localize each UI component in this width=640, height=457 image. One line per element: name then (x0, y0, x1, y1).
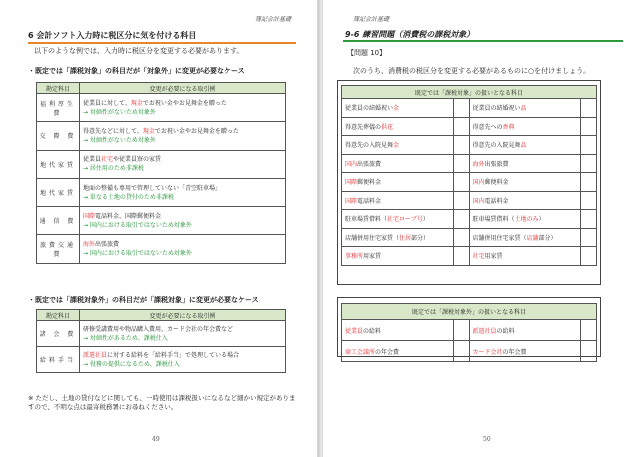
item-text: 郵便料金 (484, 179, 509, 187)
account-name: 給料手当 (37, 347, 80, 373)
highlight-text: 社宅 (472, 253, 485, 261)
example-text: 得意先などに対して、 (83, 127, 143, 135)
highlight-text: 事務所 (345, 253, 364, 261)
example-text: 地面の整備も専用で管理していない「青空駐車場」 (83, 184, 222, 192)
answer-cell[interactable] (453, 191, 469, 210)
answer-cell[interactable] (581, 173, 597, 192)
highlight-text: カード会社 (472, 348, 503, 356)
highlight-text: 現金 (142, 127, 155, 135)
table-row (37, 122, 286, 150)
intro-text: 以下のような例では、入力時に税区分を変更する必要があります。 (34, 47, 244, 55)
exercise-item (342, 173, 454, 192)
highlight-text: 金 (393, 142, 400, 150)
answer-cell[interactable] (581, 154, 597, 173)
answer-cell[interactable] (453, 154, 469, 173)
table-row (342, 173, 597, 192)
table-header: 既定では「課税対象外」の扱いとなる科目 (342, 304, 597, 320)
exercise-item (469, 154, 581, 173)
item-text: の年会費 (502, 348, 527, 356)
example-text: に対する給料を「給料手当」で処理している場合 (107, 351, 240, 359)
highlight-text: 海外 (472, 160, 485, 168)
item-text: 従業員の結婚祝い (472, 105, 521, 113)
answer-cell[interactable] (453, 117, 469, 136)
table-row (37, 178, 286, 206)
table-row (37, 347, 286, 373)
highlight-text: 従業員 (345, 327, 364, 335)
table-row (37, 235, 286, 263)
item-text: 得意先への (472, 123, 503, 131)
highlight-text: 供花 (381, 123, 394, 131)
exercise-item (342, 228, 454, 247)
item-text: 部分） (538, 234, 557, 242)
exercise-item (342, 341, 454, 362)
item-text: の年会費 (375, 348, 400, 356)
highlight-text: 海外 (83, 241, 96, 249)
treatment-note: → 国内における取引ではないため対象外 (83, 221, 192, 229)
exercise-item (469, 191, 581, 210)
table-row (342, 247, 597, 266)
example-text: でお祝い金やお見舞金を贈った (142, 99, 227, 107)
exercise-item (469, 228, 581, 247)
table-row (342, 154, 597, 173)
exercise-item (469, 320, 581, 341)
exercise-item (469, 99, 581, 118)
item-text: 電話料金 (357, 197, 382, 205)
item-text: の給料 (496, 327, 515, 335)
subheading-taxable-to-exempt: ・既定では「課税対象」の科目だが「対象外」に変更が必要なケース (28, 67, 245, 75)
table-row (342, 136, 597, 155)
highlight-text: 店舗 (526, 234, 539, 242)
exercise-item (342, 191, 454, 210)
column-header: 勘定科目 (37, 310, 80, 321)
account-name: 地代家賃 (37, 178, 80, 206)
subheading-exempt-to-taxable: ・既定では「課税対象外」の科目だが「課税対象」に変更が必要なケース (28, 296, 259, 304)
answer-cell[interactable] (453, 247, 469, 266)
item-text: 用家賃 (363, 253, 382, 261)
transaction-example (80, 122, 286, 150)
table-row (342, 320, 597, 341)
highlight-text: 住居 (399, 234, 412, 242)
answer-cell[interactable] (453, 228, 469, 247)
answer-cell[interactable] (581, 210, 597, 229)
table-row (342, 117, 597, 136)
transaction-example (80, 178, 286, 206)
item-text: ） (422, 216, 429, 224)
highlight-text: 品 (520, 105, 527, 113)
item-text: 出張旅費 (484, 160, 509, 168)
exercise-item (469, 341, 581, 362)
item-text: 用家賃 (484, 253, 503, 261)
exercise-table-taxable (341, 85, 597, 266)
item-text: 出張旅費 (357, 160, 382, 168)
item-text: 郵便料金 (357, 179, 382, 187)
highlight-text: 国内 (472, 179, 485, 187)
item-text: 部分） (411, 234, 430, 242)
highlight-text: 国際 (345, 197, 358, 205)
transaction-example (80, 235, 286, 263)
table-row (342, 191, 597, 210)
instruction-text: 次のうち、消費税の税区分を変更する必要があるものに○を付けましょう。 (353, 67, 591, 75)
example-text: 従業員 (83, 156, 102, 164)
treatment-note: → 単なる土地の貸付のため非課税 (83, 193, 174, 201)
table-row (342, 228, 597, 247)
treatment-note: → 対価性がないため対象外 (83, 136, 156, 144)
treatment-note: → 対価性があるため、課税仕入 (83, 334, 168, 342)
exercise-title: 9-6 練習問題（消費税の課税対象） (343, 29, 623, 42)
transaction-example (80, 150, 286, 178)
answer-cell[interactable] (453, 173, 469, 192)
page-number: 49 (152, 436, 160, 443)
exercise-table-exempt (341, 303, 597, 362)
highlight-text: 派遣社員 (472, 327, 497, 335)
item-text: 店舗併用住宅家賃（ (472, 234, 527, 242)
highlight-text: 派遣社員 (83, 351, 108, 359)
example-text: でお祝い金やお見舞金を贈った (154, 127, 239, 135)
table-row (37, 321, 286, 347)
answer-cell[interactable] (581, 320, 597, 341)
highlight-text: 商工会議所 (345, 348, 376, 356)
answer-cell[interactable] (453, 320, 469, 341)
exercise-item (342, 210, 454, 229)
item-text: 従業員の結婚祝い (345, 105, 394, 113)
item-text: 得意先の入院見舞 (472, 142, 521, 150)
account-name: 通 信 費 (37, 207, 80, 235)
table-row (37, 94, 286, 122)
example-text: 研修受講費用や物品購入費用、カード会社の年会費など (83, 325, 234, 333)
answer-cell[interactable] (581, 228, 597, 247)
answer-cell[interactable] (581, 99, 597, 118)
item-text: の給料 (363, 327, 382, 335)
highlight-text: 土地のみ (514, 216, 539, 224)
section-title: 6 会計ソフト入力時に税区分に気を付ける科目 (28, 30, 296, 44)
table-row (37, 150, 286, 178)
exercise-item (342, 320, 454, 341)
item-text: ） (538, 216, 545, 224)
account-name: 諸 会 費 (37, 321, 80, 347)
highlight-text: 金 (393, 105, 400, 113)
treatment-note: → 対価性がないため対象外 (83, 108, 156, 116)
exercise-item (469, 173, 581, 192)
item-text: 得意先葬儀の (345, 123, 382, 131)
highlight-text: 社宅 (101, 156, 114, 164)
account-table-exempt (36, 309, 286, 373)
highlight-text: 国内 (345, 160, 358, 168)
answer-cell[interactable] (453, 136, 469, 155)
transaction-example (80, 347, 286, 373)
answer-cell[interactable] (581, 136, 597, 155)
exercise-item (342, 136, 454, 155)
item-text: 得意先の入院見舞 (345, 142, 394, 150)
example-text: 電話料金、国際郵便料金 (95, 212, 162, 220)
highlight-text: 国際 (345, 179, 358, 187)
transaction-example (80, 321, 286, 347)
exercise-item (469, 136, 581, 155)
highlight-text: 品 (520, 142, 527, 150)
exercise-item (342, 117, 454, 136)
account-table-taxable (36, 82, 286, 264)
account-name: 旅費交通費 (37, 235, 80, 263)
running-head: 簿記会計基礎 (254, 16, 291, 23)
exercise-item (469, 117, 581, 136)
footnote: ※ ただし、土地の貸付などに関しても、一時使用は課税扱いになるなど細かい規定がありますので、不明な点は最寄税務署にお尋ねください。 (28, 394, 296, 411)
left-page (0, 0, 318, 457)
highlight-text: 国際 (83, 212, 96, 220)
table-row (342, 99, 597, 118)
table-header: 既定では「課税対象」の扱いとなる科目 (342, 86, 597, 99)
exercise-item (469, 247, 581, 266)
answer-cell[interactable] (453, 99, 469, 118)
column-header: 勘定科目 (37, 83, 80, 94)
problem-label: 【問題 10】 (347, 49, 387, 57)
account-name: 交 際 費 (37, 122, 80, 150)
example-text: 従業員に対して、 (83, 99, 131, 107)
transaction-example (80, 207, 286, 235)
example-text: 出張旅費 (95, 241, 120, 249)
example-text: や従業員寮の家賃 (113, 156, 162, 164)
answer-cell[interactable] (581, 117, 597, 136)
treatment-note: → 居住用のため非課税 (83, 165, 144, 173)
table-row (342, 341, 597, 362)
item-text: 電話料金 (484, 197, 509, 205)
answer-cell[interactable] (581, 191, 597, 210)
answer-cell[interactable] (581, 341, 597, 362)
answer-cell[interactable] (581, 247, 597, 266)
highlight-text: 香典 (502, 123, 515, 131)
table-row (342, 210, 597, 229)
page-number: 50 (483, 436, 491, 443)
item-text: 店舗併用住宅家賃（ (345, 234, 400, 242)
exercise-item (342, 247, 454, 266)
column-header: 変更が必要になる取引例 (80, 310, 286, 321)
answer-cell[interactable] (453, 341, 469, 362)
highlight-text: 現金 (130, 99, 143, 107)
exercise-item (342, 99, 454, 118)
exercise-item (342, 154, 454, 173)
right-page (322, 0, 640, 457)
treatment-note: → 役務の提供になるため、課税仕入 (83, 360, 180, 368)
table-row (37, 207, 286, 235)
running-head: 簿記会計基礎 (353, 16, 390, 23)
account-name: 福利厚生費 (37, 94, 80, 122)
column-header: 変更が必要になる取引例 (80, 83, 286, 94)
exercise-item (469, 210, 581, 229)
account-name: 地代家賃 (37, 150, 80, 178)
transaction-example (80, 94, 286, 122)
answer-cell[interactable] (453, 210, 469, 229)
item-text: 駐車場賃借料（ (472, 216, 515, 224)
highlight-text: 国内 (472, 197, 485, 205)
treatment-note: → 国内における取引ではないため対象外 (83, 250, 192, 258)
item-text: 駐車場賃借料（ (345, 216, 388, 224)
highlight-text: 社宅ローブ号 (387, 216, 423, 224)
